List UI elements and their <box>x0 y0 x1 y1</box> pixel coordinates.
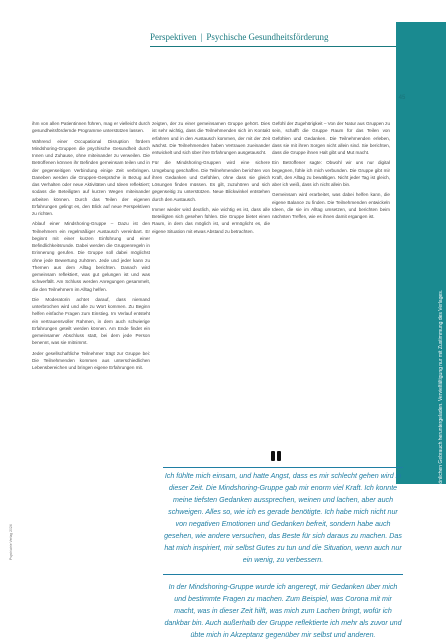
text-column-2 <box>152 120 270 376</box>
paragraph: Gefühl der Zugehörigkeit – Von der Natur aus Gruppen zu sein, schafft die Gruppe Raum für das Teilen von Gefühlen und Gedanken. Die Teilnehmenden erleben, dass sie mit ihren Sorgen nicht allein sind. Sie berichten, dass die Gruppe ihnen Halt gibt und Mut macht. <box>272 121 390 155</box>
paragraph: Immer wieder wird deutlich, wie wichtig es ist, dass alle Beteiligten sich gesehen fühlen. Die Gruppe bietet einen Raum, in dem das möglich ist, und ermöglicht es, die eigene Situation mit etwas Abstand zu betrachten. <box>152 206 270 234</box>
quote-divider <box>163 574 403 575</box>
quote-paragraph-1: Ich fühlte mich einsam, und hatte Angst, dass es mir schlecht gehen wird in dieser Zeit. Die Mindshoring-Gruppe gab mir enorm viel Kraft. Ich konnte meine tiefsten Gedanken aussprechen, weinen und lachen, aber auch schweigen. Alles so, wie ich es gerade benötigte. Ich habe mich nicht nur von negativen Emotionen und Gedanken befreit, sondern habe auch gesehen, wie andere versuchen, das Beste für sich daraus zu machen. Das hat mich inspiriert, mir selbst Gutes zu tun und die Situation, wenn auch nur ein wenig, zu verbessern. <box>164 472 402 564</box>
header-title: Psychische Gesundheitsförderung <box>206 32 329 42</box>
publisher-notice: Psychiatrie Verlag 2024 <box>9 524 13 560</box>
paragraph: Gemeinsam wird erarbeitet, was dabei helfen kann, die eigene Balance zu finden. Die Teilnehmenden entwickeln Ideen, die sie im Alltag umsetzen, und berichten beim nächsten Treffen, wie es ihnen damit ergangen ist. <box>272 192 390 219</box>
running-header <box>150 30 400 44</box>
paragraph: Die Moderatorin achtet darauf, dass niemand unterbrochen wird und alle zu Wort kommen. Zu Beginn helfen einfache Fragen zum Einstieg. Im Verlauf entsteht ein vertrauensvoller Rahmen, in dem auch schwierige Erfahrungen geteilt werden können. Am Ende findet ein gemeinsamer Abschluss statt, bei dem jede Person benennt, was sie mitnimmt. <box>32 296 150 346</box>
text-column-3 <box>272 120 390 376</box>
header-rule <box>150 46 396 47</box>
copyright-notice: Dieses Dokument wurde zum persönlichen Gebrauch heruntergeladen. Vervielfältigung nur mit Zustimmung des Verlages. <box>438 289 444 560</box>
quote-icon <box>271 451 283 461</box>
paragraph: ihm von allen Patientinnen führen, mag er vielleicht durch gesundheitsfördernde Programme unterstützen lassen. <box>32 121 150 134</box>
paragraph: zeigten, der zu einer gemeinsamen Gruppe gehört. Dies ist sehr wichtig, dass die Teilnehmenden sich im Kontakt erfahren und in den Austausch kommen, der mit der Zeit wächst. Die Teilnehmenden haben Vertrauen zueinander entwickelt und sich über ihre Erfahrungen ausgetauscht. <box>152 121 270 155</box>
quote-paragraph-2: In der Mindshoring-Gruppe wurde ich angeregt, mir Gedanken über mich und bestimmte Fragen zu machen. Zum Beispiel, was Corona mit mir macht, was in dieser Zeit hilft, was mich zum Lachen bringt, wofür ich dankbar bin. Auch außerhalb der Gruppe reflektierte ich mehr als zuvor und übte mich in Akzeptanz gegenüber mir selbst und anderen. <box>164 583 402 639</box>
pull-quote <box>163 470 403 641</box>
paragraph: Ablauf einer Mindshoring-Gruppe – Dazu ist den Teilnehmern ein regelmäßiger Austausch vereinbart. Er beginnt mit einer kurzen Einführung und einer Befindlichkeitsrunde. Dabei werden die Gruppenregeln in Erinnerung gerufen. Die Gruppe soll dabei möglichst ohne jede Bewertung zuhören. Jede und jeder kann zu Themen aus dem Alltag berichten. Danach wird gemeinsam reflektiert, was gut gelungen ist und was schwerfällt. Am Schluss werden Anregungen gesammelt, die den Teilnehmern im Alltag helfen. <box>32 221 150 292</box>
paragraph: Jeder gesellschaftliche Teilnehmer trägt zur Gruppe bei: Die Teilnehmenden kommen aus unterschiedlichen Lebensbereichen und bringen eigene Erfahrungen mit. <box>32 350 150 370</box>
paragraph: Während einer Occupational Disruption fördern Mindshoring-Gruppen die psychische Gesundheit durch Innen und Zuhause, ohne miteinander zu verweilen. Die Betroffenen können ihr Befinden gemeinsam teilen und in der gegenseitigen Verbindung einige Zeit verbringen. Daneben werden die Gruppen-Gespräche in Bezug auf das Verhalten oder neue Aktivitäten und Ideen reflektiert; sodass die Beteiligten auf kurzen Wegen miteinander arbeiten können. Durch das Teilen der eigenen Erfahrungen gelingt es, den Blick auf neue Perspektiven zu richten. <box>32 138 150 216</box>
header-section: Perspektiven <box>150 32 197 42</box>
paragraph: Ein Betroffener sagte: Obwohl wir uns nur digital begegnen, fühle ich mich verbunden. Die Gruppe gibt mir Kraft, den Alltag zu bewältigen. Nicht jeder Tag ist gleich, aber ich weiß, dass ich nicht allein bin. <box>272 160 390 187</box>
page-number: 45 <box>398 95 406 101</box>
text-column-1 <box>32 120 150 560</box>
quote-rule-top <box>163 467 403 468</box>
header-separator: | <box>200 32 203 42</box>
paragraph: Für die Mindshoring-Gruppen wird eine sichere Umgebung geschaffen. Die Teilnehmenden berichten von ihren Gedanken und Gefühlen, ohne dass sie gleich Lösungen finden müssen. Es gilt, zuzuhören und sich gegenseitig zu unterstützen. Neue Blickwinkel entstehen durch den Austausch. <box>152 160 270 202</box>
